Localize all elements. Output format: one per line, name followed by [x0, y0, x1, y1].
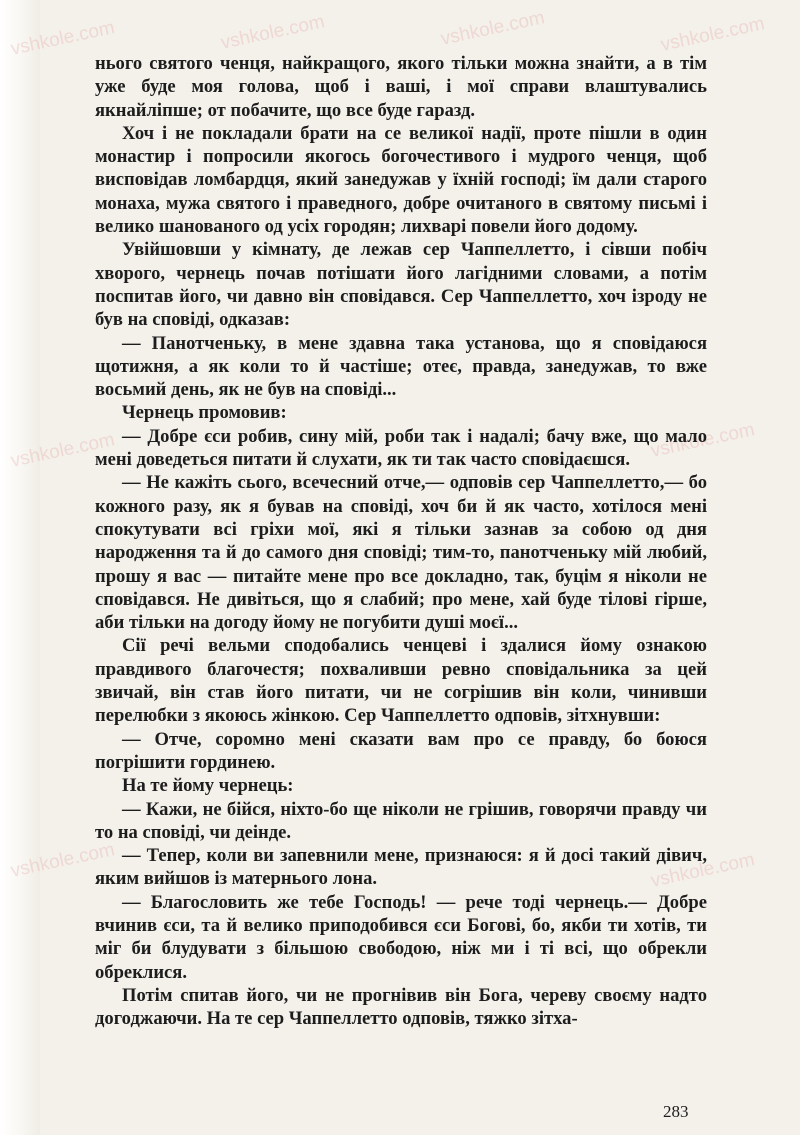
paragraph: Увійшовши у кімнату, де лежав сер Чаппеллетто, і сівши побіч хворого, чернець почав потішати його лагідними словами, а потім поспитав його, чи давно він сповідався. Сер Чаппеллетто, хоч ізроду не був на сповіді, одказав:: [95, 239, 707, 331]
paragraph: Хоч і не покладали брати на се великої надії, проте пішли в один монастир і попросили якогось богочестивого і мудрого ченця, щоб висповідав ломбардця, який занедужав у їхній господі; їм дали старого монаха, мужа святого і праведного, добре очитаного в святому письмі і велико шанованого од усіх городян; лихварі повели його додому.: [95, 122, 707, 238]
paragraph: нього святого ченця, найкращого, якого тільки можна знайти, а в тім уже буде моя голова, щоб і ваші, і мої справи влаштувались якнайліпше; от побачите, що все буде гаразд.: [95, 53, 707, 121]
paragraph: Чернець промовив:: [122, 402, 287, 424]
watermark: vshkole.com: [438, 7, 547, 50]
watermark: vshkole.com: [648, 849, 757, 892]
paragraph: — Благословить же тебе Господь! — рече тоді чернець.— Добре вчинив єси, та й велико приподобився єси Богові, бо, якби ти хотів, ти міг би блудувати з більшою свободою, ніж ми і ті всі, що обрекли обреклися.: [95, 891, 707, 983]
body-text: [95, 52, 707, 1030]
paragraph: — Тепер, коли ви запевнили мене, признаюся: я й досі такий дівич, яким вийшов із матернього лона.: [95, 845, 707, 890]
watermark: vshkole.com: [218, 11, 327, 54]
left-margin-shadow: [0, 0, 40, 1135]
paragraph: — Кажи, не бійся, ніхто-бо ще ніколи не грішив, говорячи правду чи то на сповіді, чи деінде.: [95, 798, 707, 843]
watermark: vshkole.com: [8, 429, 117, 472]
page-number: 283: [663, 1102, 689, 1121]
paragraph: На те йому чернець:: [122, 775, 294, 797]
paragraph: Сії речі вельми сподобались ченцеві і здалися йому ознакою правдивого благочестя; похваливши ревно сповідальника за цей звичай, він став його питати, чи не согрішив він коли, чинивши перелюбки з якоюсь жінкою. Сер Чаппеллетто одповів, зітхнувши:: [95, 635, 707, 727]
paragraph: Потім спитав його, чи не прогнівив він Бога, череву своєму надто догоджаючи. На те сер Чаппеллетто одповів, тяжко зітха-: [95, 984, 707, 1030]
paragraph: — Отче, соромно мені сказати вам про се правду, бо боюся погрішити гординею.: [95, 728, 707, 773]
watermark: vshkole.com: [648, 419, 757, 462]
watermark: vshkole.com: [8, 17, 117, 60]
paragraph: — Не кажіть сього, всечесний отче,— одповів сер Чаппеллетто,— бо кожного разу, як я бував на сповіді, хоч би й як часто, хотілося мені спокутувати всі гріхи мої, які я тільки зазнав за собою од дня народження та й до самого дня сповіді; тим-то, панотченьку мій любий, прошу я вас — питайте мене про все докладно, так, буцім я ніколи не сповідався. Не дивіться, що я слабий; про мене, хай буде тілові гірше, аби тільки на догоду йому не погубити душі моєї...: [95, 472, 707, 634]
watermark: vshkole.com: [658, 13, 767, 56]
paragraph: — Добре єси робив, сину мій, роби так і надалі; бачу вже, що мало мені доведеться питати й слухати, як ти так часто сповідаєшся.: [95, 425, 707, 471]
watermark: vshkole.com: [8, 839, 117, 882]
paragraph: — Панотченьку, в мене здавна така установа, що я сповідаюся щотижня, а як коли то й частіше; отеє, правда, занедужав, то вже восьмий день, як не був на сповіді...: [95, 332, 707, 401]
